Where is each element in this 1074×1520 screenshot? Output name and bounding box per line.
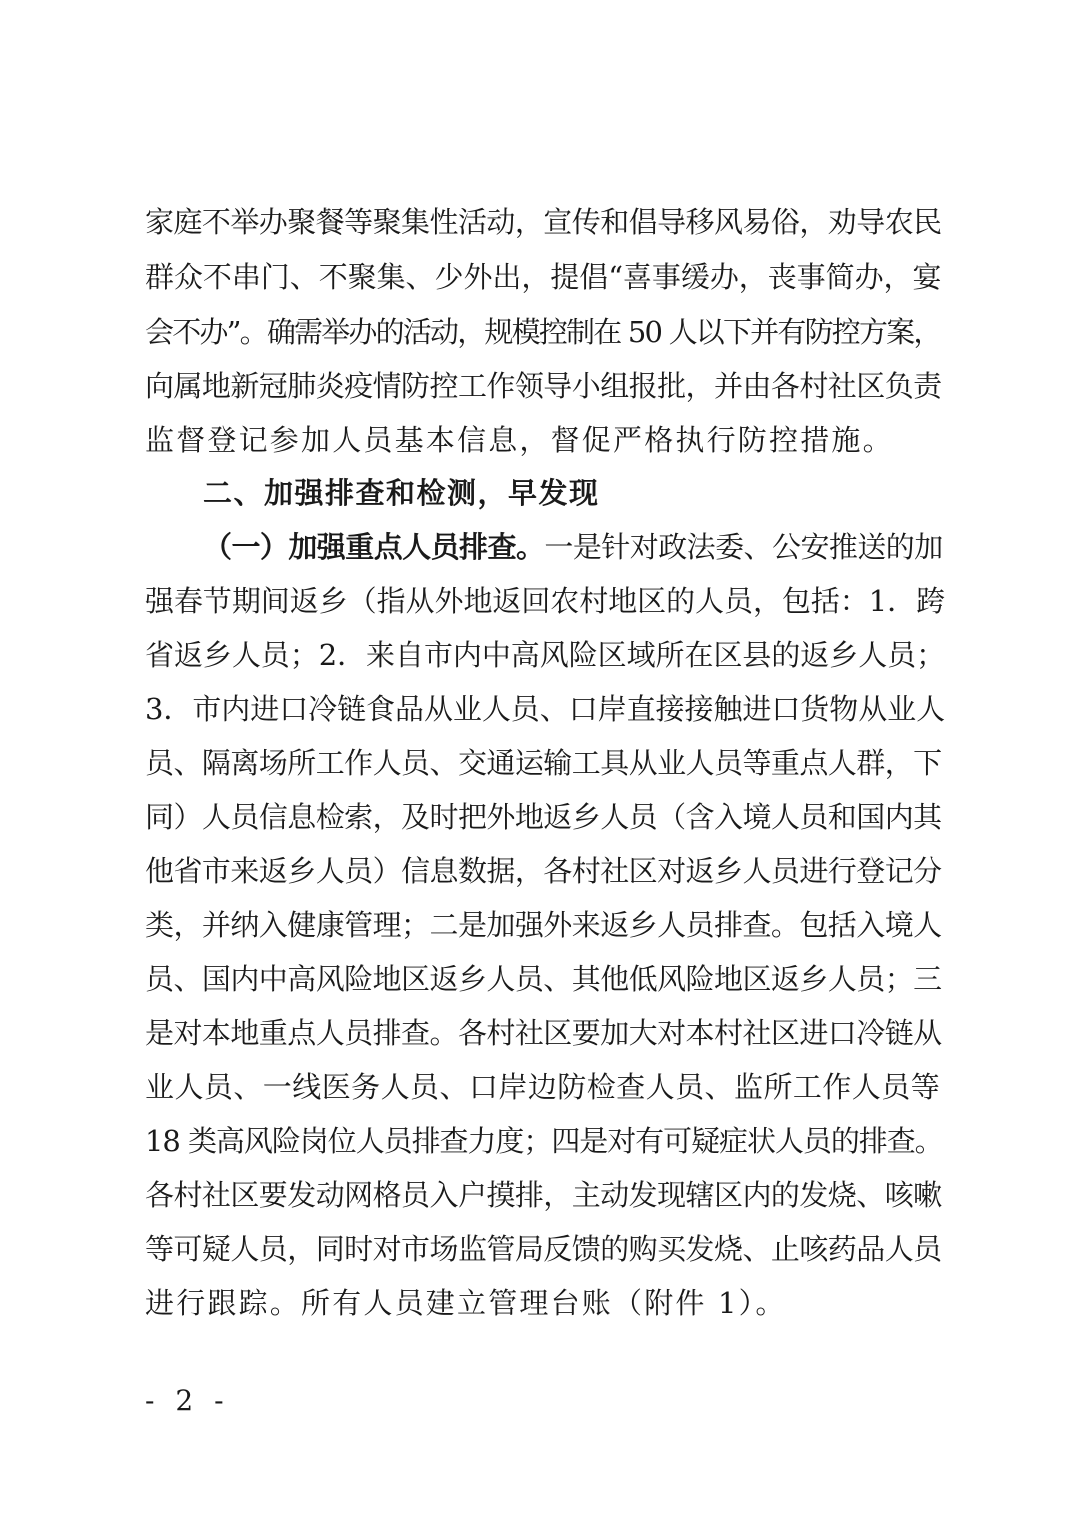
paragraph-line: 是对本地重点人员排查。各村社区要加大对本村社区进口冷链从 xyxy=(145,1016,942,1050)
paragraph-line: 省返乡人员；2．来自市内中高风险区域所在区县的返乡人员； xyxy=(145,638,946,672)
paragraph-line: 进行跟踪。所有人员建立管理台账（附件 1）。 xyxy=(145,1286,787,1320)
paragraph-line: 向属地新冠肺炎疫情防控工作领导小组报批，并由各村社区负责 xyxy=(145,369,942,403)
paragraph-line: 会不办”。确需举办的活动，规模控制在 50 人以下并有防控方案， xyxy=(145,315,941,349)
paragraph-line: 业人员、一线医务人员、口岸边防检查人员、监所工作人员等 xyxy=(145,1070,941,1104)
paragraph-line: 等可疑人员，同时对市场监管局反馈的购买发烧、止咳药品人员 xyxy=(145,1232,942,1266)
paragraph-line: 强春节期间返乡（指从外地返回农村地区的人员，包括：1．跨 xyxy=(145,584,946,618)
paragraph-line: 类，并纳入健康管理；二是加强外来返乡人员排查。包括入境人 xyxy=(145,908,942,942)
paragraph-line: 各村社区要发动网格员入户摸排，主动发现辖区内的发烧、咳嗽 xyxy=(145,1178,942,1212)
paragraph-line: 员、隔离场所工作人员、交通运输工具从业人员等重点人群，下 xyxy=(145,746,942,780)
paragraph-line: 群众不串门、不聚集、少外出，提倡“喜事缓办，丧事简办，宴 xyxy=(145,260,942,294)
section-heading: 二、加强排查和检测，早发现 xyxy=(203,476,600,510)
paragraph-line: 同）人员信息检索，及时把外地返乡人员（含入境人员和国内其 xyxy=(145,800,942,834)
paragraph-line: 18 类高风险岗位人员排查力度；四是对有可疑症状人员的排查。 xyxy=(145,1124,943,1158)
paragraph-line: 家庭不举办聚餐等聚集性活动，宣传和倡导移风易俗，劝导农民 xyxy=(145,205,942,239)
paragraph-line: 3．市内进口冷链食品从业人员、口岸直接接触进口货物从业人 xyxy=(145,692,946,726)
paragraph-line: 他省市来返乡人员）信息数据，各村社区对返乡人员进行登记分 xyxy=(145,854,942,888)
paragraph-line: 监督登记参加人员基本信息，督促严格执行防控措施。 xyxy=(145,423,894,457)
paragraph-lead-line xyxy=(203,527,945,567)
paragraph-lead-text: 一是针对政法委、公安推送的加 xyxy=(544,530,943,564)
subsection-title: （一）加强重点人员排查。 xyxy=(203,530,545,564)
page-number: - 2 - xyxy=(145,1384,230,1417)
paragraph-line: 员、国内中高风险地区返乡人员、其他低风险地区返乡人员；三 xyxy=(145,962,942,996)
